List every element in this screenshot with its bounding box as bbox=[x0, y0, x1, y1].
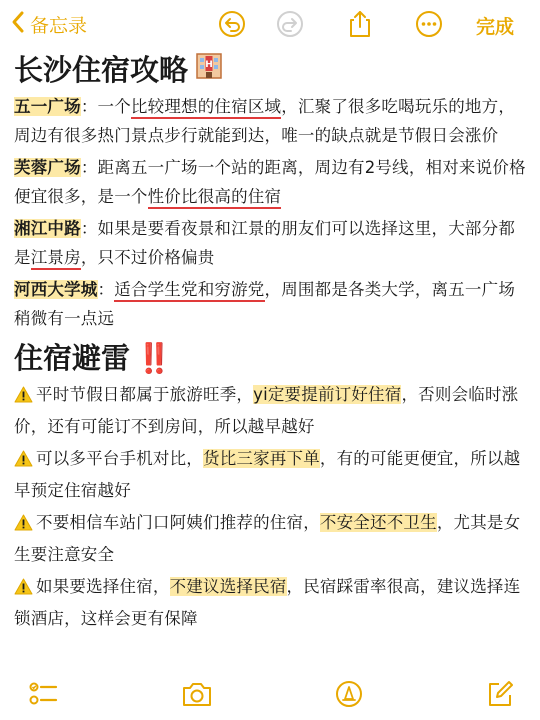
area-item: 湘江中路：如果是要看夜景和江景的朋友们可以选择这里，大部分都是江景房，只不过价格偏贵 bbox=[14, 214, 528, 272]
redo-button[interactable] bbox=[275, 9, 305, 39]
tip-item: 平时节假日都属于旅游旺季，yi定要提前订好住宿，否则会临时涨价，还有可能订不到房间，所以越早越好 bbox=[14, 385, 519, 436]
share-icon bbox=[346, 9, 374, 39]
double-exclamation-icon: ‼️ bbox=[136, 341, 173, 375]
undo-button[interactable] bbox=[217, 9, 247, 39]
checklist-button[interactable] bbox=[28, 678, 60, 710]
bottom-toolbar bbox=[0, 668, 540, 720]
compose-icon bbox=[485, 679, 515, 709]
done-button[interactable]: 完成 bbox=[475, 16, 514, 38]
tip-item: 不要相信车站门口阿姨们推荐的住宿，不安全还不卫生，尤其是女生要注意安全 bbox=[14, 513, 521, 564]
section-title: 住宿避雷 ‼️ bbox=[14, 336, 528, 380]
more-icon bbox=[415, 10, 443, 38]
chevron-left-icon bbox=[10, 10, 26, 38]
warning-icon bbox=[14, 447, 33, 476]
warning-icon bbox=[14, 511, 33, 540]
redo-icon bbox=[276, 10, 304, 38]
undo-icon bbox=[218, 10, 246, 38]
area-item: 五一广场：一个比较理想的住宿区域，汇聚了很多吃喝玩乐的地方，周边有很多热门景点步行就能到达，唯一的缺点就是节假日会涨价 bbox=[14, 97, 516, 145]
area-item: 河西大学城：适合学生党和穷游党，周围都是各类大学，离五一广场稍微有一点远 bbox=[14, 280, 516, 328]
more-button[interactable] bbox=[414, 9, 444, 39]
camera-button[interactable] bbox=[181, 678, 213, 710]
svg-text:H: H bbox=[205, 60, 213, 70]
share-button[interactable] bbox=[345, 9, 375, 39]
top-toolbar bbox=[0, 0, 540, 50]
checklist-icon bbox=[29, 680, 59, 708]
tip-item: 如果要选择住宿，不建议选择民宿，民宿踩雷率很高，建议选择连锁酒店，这样会更有保障 bbox=[14, 577, 521, 628]
compose-button[interactable] bbox=[484, 678, 516, 710]
warning-icon bbox=[14, 575, 33, 604]
warning-icon bbox=[14, 383, 33, 412]
tip-item: 可以多平台手机对比，货比三家再下单，有的可能更便宜，所以越早预定住宿越好 bbox=[14, 449, 521, 500]
back-label: 备忘录 bbox=[30, 14, 88, 37]
hotel-icon bbox=[194, 50, 224, 90]
note-title: 长沙住宿攻略 H bbox=[14, 48, 528, 92]
pen-tip-icon bbox=[334, 679, 364, 709]
camera-icon bbox=[181, 680, 213, 708]
note-content[interactable] bbox=[14, 48, 528, 636]
markup-button[interactable] bbox=[333, 678, 365, 710]
area-item: 芙蓉广场：距离五一广场一个站的距离，周边有2号线，相对来说价格便宜很多，是一个性价比很高的住宿 bbox=[14, 153, 528, 211]
back-button[interactable] bbox=[10, 10, 87, 38]
